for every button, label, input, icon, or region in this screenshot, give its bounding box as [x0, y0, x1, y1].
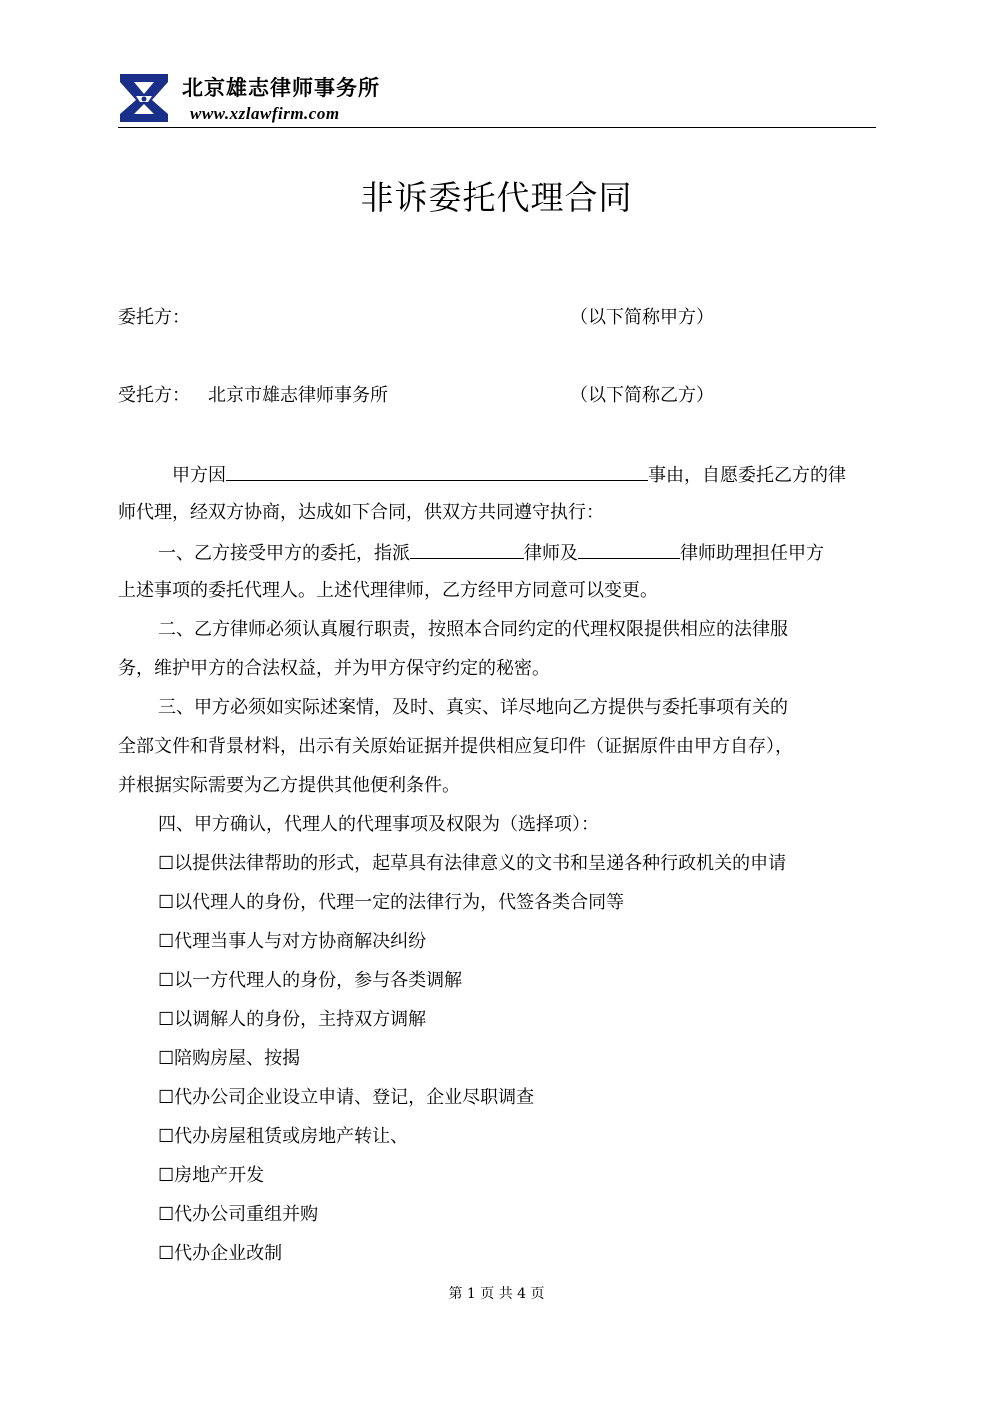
clause-1-line-1	[158, 540, 824, 566]
clause-2-line-2: 务，维护甲方的合法权益，并为甲方保守约定的秘密。	[118, 658, 550, 679]
clause-4-line-1: 四、甲方确认，代理人的代理事项及权限为（选择项）：	[158, 814, 599, 835]
option-item[interactable]: ☐陪购房屋、按揭	[158, 1048, 301, 1069]
firm-name: 北京雄志律师事务所	[182, 76, 380, 100]
intro-line-1	[172, 462, 846, 488]
header-divider	[118, 127, 876, 128]
option-item[interactable]: ☐代办房屋租赁或房地产转让、	[158, 1126, 409, 1147]
clause-1-text-b: 律师及	[524, 543, 578, 564]
agent-label: 受托方：	[118, 385, 190, 406]
intro-prefix: 甲方因	[172, 465, 226, 486]
option-item[interactable]: ☐以调解人的身份，主持双方调解	[158, 1009, 427, 1030]
option-item[interactable]: ☐房地产开发	[158, 1165, 265, 1186]
option-item[interactable]: ☐代理当事人与对方协商解决纠纷	[158, 931, 427, 952]
clause-2-line-1: 二、乙方律师必须认真履行职责，按照本合同约定的代理权限提供相应的法律服	[158, 619, 788, 640]
clause-3-line-1: 三、甲方必须如实际述案情，及时、真实、详尽地向乙方提供与委托事项有关的	[158, 697, 788, 718]
intro-line-2: 师代理，经双方协商，达成如下合同，供双方共同遵守执行：	[118, 502, 604, 523]
option-item[interactable]: ☐代办公司重组并购	[158, 1204, 319, 1225]
option-item[interactable]: ☐以代理人的身份，代理一定的法律行为，代签各类合同等	[158, 892, 625, 913]
assistant-blank-field[interactable]	[578, 540, 680, 559]
clause-3-line-3: 并根据实际需要为乙方提供其他便利条件。	[118, 775, 460, 796]
firm-url: www.xzlawfirm.com	[190, 104, 340, 123]
agent-name: 北京市雄志律师事务所	[208, 385, 388, 406]
client-abbreviation: （以下简称甲方）	[570, 307, 714, 328]
clause-1-line-2: 上述事项的委托代理人。上述代理律师，乙方经甲方同意可以变更。	[118, 580, 658, 601]
clause-1-text-c: 律师助理担任甲方	[680, 543, 824, 564]
law-firm-logo-icon	[118, 72, 170, 124]
clause-3-line-2: 全部文件和背景材料，出示有关原始证据并提供相应复印件（证据原件由甲方自存），	[118, 736, 793, 757]
option-item[interactable]: ☐以提供法律帮助的形式，起草具有法律意义的文书和呈递各种行政机关的申请	[158, 853, 787, 874]
client-label: 委托方：	[118, 307, 190, 328]
option-item[interactable]: ☐以一方代理人的身份，参与各类调解	[158, 970, 463, 991]
intro-suffix: 事由，自愿委托乙方的律	[648, 465, 846, 486]
option-item[interactable]: ☐代办公司企业设立申请、登记，企业尽职调查	[158, 1087, 535, 1108]
matter-blank-field[interactable]	[226, 462, 648, 481]
clause-1-text-a: 一、乙方接受甲方的委托，指派	[158, 543, 410, 564]
option-item[interactable]: ☐代办企业改制	[158, 1243, 283, 1264]
lawyer-blank-field[interactable]	[410, 540, 524, 559]
document-title: 非诉委托代理合同	[360, 178, 633, 217]
page-number: 第 1 页 共 4 页	[448, 1286, 545, 1302]
agent-abbreviation: （以下简称乙方）	[570, 385, 714, 406]
